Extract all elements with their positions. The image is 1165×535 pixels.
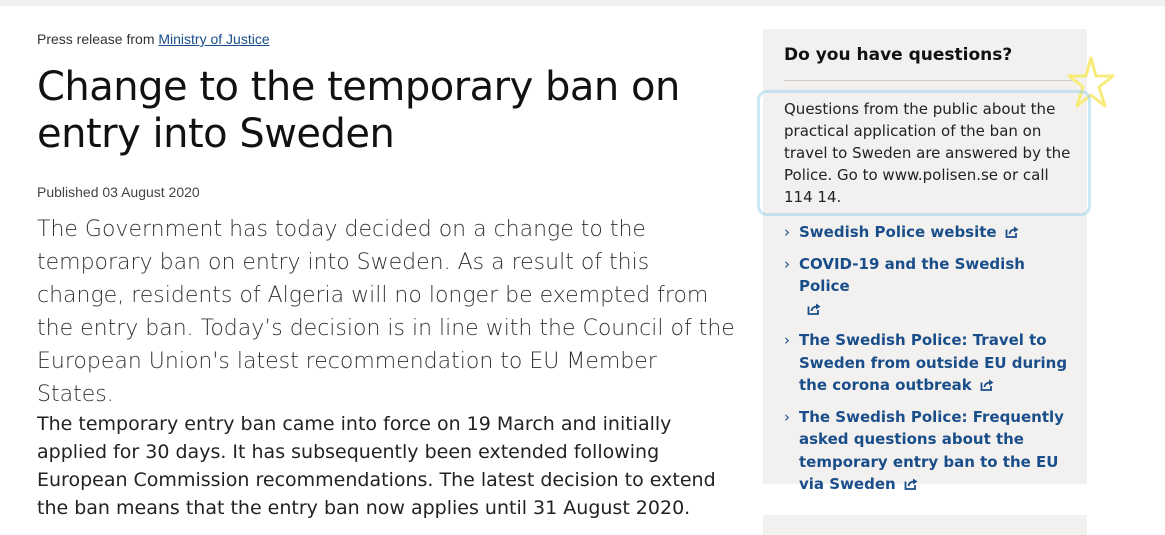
external-link-icon [807, 303, 821, 315]
press-release-prefix: Press release from [37, 31, 155, 47]
questions-sidebar [763, 29, 1087, 493]
sidebar-link-covid-police[interactable] [784, 253, 1074, 321]
chevron-right-icon: › [784, 407, 790, 426]
sidebar-link-faq-entry-ban[interactable] [784, 406, 1074, 496]
top-bar [0, 0, 1165, 6]
external-link-icon [1005, 226, 1019, 238]
sidebar-divider [784, 80, 1078, 81]
secondary-sidebar-box [763, 515, 1087, 535]
chevron-right-icon: › [784, 254, 790, 273]
chevron-right-icon: › [784, 331, 790, 349]
link-label[interactable]: The Swedish Police: Frequently asked questions about the temporary entry ban to the EU via Sweden [799, 407, 1064, 493]
lead-paragraph: The Government has today decided on a change to the temporary ban on entry into Sweden. As a result of this change, residents of Algeria will no longer be exempted from the entry ban. Today’s decision is in line with the Council of the European Union's latest recommendation to EU Member States. [37, 217, 735, 407]
link-label[interactable]: The Swedish Police: Travel to Sweden from outside EU during the corona outbreak [799, 331, 1068, 394]
external-link-icon [980, 379, 994, 391]
link-label[interactable]: COVID-19 and the Swedish Police [799, 254, 1025, 295]
published-date: Published 03 August 2020 [37, 184, 200, 200]
link-label[interactable]: Swedish Police website [799, 223, 997, 241]
page-title: Change to the temporary ban on entry into Sweden [37, 64, 680, 157]
body-paragraph: The temporary entry ban came into force on 19 March and initially applied for 30 days. It has subsequently been extended following European Commission recommendations. The latest decision to extend the ban means that the entry ban now applies until 31 August 2020. [37, 413, 716, 519]
external-link-icon [904, 478, 918, 490]
chevron-right-icon: › [784, 223, 790, 241]
sidebar-link-police-website[interactable] [784, 221, 1074, 244]
sidebar-links [784, 221, 1074, 505]
sidebar-link-travel-outside-eu[interactable] [784, 329, 1074, 397]
press-release-source [37, 31, 270, 47]
sidebar-info-text: Questions from the public about the practical application of the ban on travel to Sweden are answered by the Police. Go to www.polisen.se or call 114 14. [784, 100, 1071, 206]
ministry-link[interactable]: Ministry of Justice [158, 31, 270, 47]
sidebar-title: Do you have questions? [784, 45, 1013, 65]
